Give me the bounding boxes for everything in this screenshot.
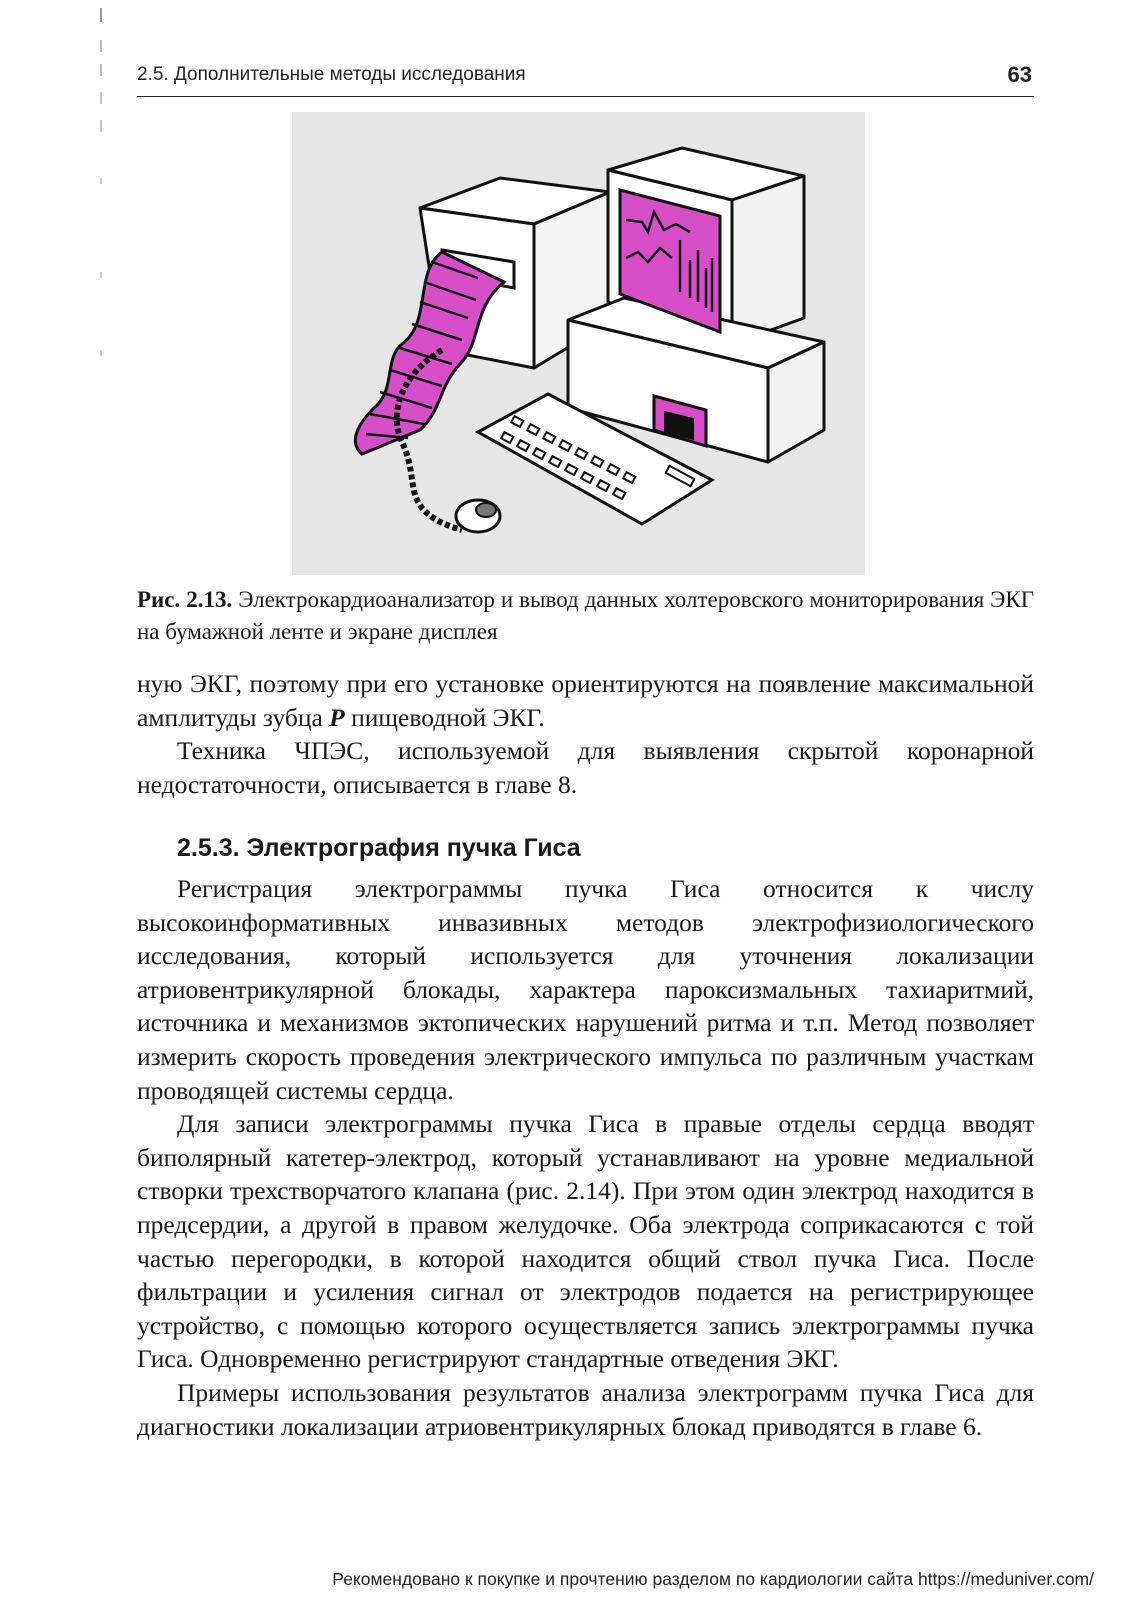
footer-recommendation: Рекомендовано к покупке и прочтению разделом по кардиологии сайта https://meduniver.com/ — [332, 1569, 1094, 1589]
figure-label: Рис. 2.13. — [137, 587, 233, 612]
text-block-top — [137, 667, 1034, 801]
paragraph-continuation-text-b: пищеводной ЭКГ. — [344, 702, 545, 732]
paragraph-continuation-text-a: ную ЭКГ, поэтому при его установке ориентируются на появление максимальной амплитуды зубца — [137, 669, 1034, 732]
section-paragraph-1: Регистрация электрограммы пучка Гиса относится к числу высокоинформативных инвазивных методов электрофизиологического исследования, который используется для уточнения локализации атриовентрикулярной блокады, характера пароксизмальных тахиаритмий, источника и механизмов эктопических нарушений ритма и т.п. Метод позволяет измерить скорость проведения электрического импульса по различным участкам проводящей системы сердца. — [137, 874, 1034, 1105]
running-header-title: 2.5. Дополнительные методы исследования — [137, 64, 526, 85]
ecg-analyzer-drawing — [292, 112, 865, 575]
figure-ecg-analyzer-illustration — [292, 112, 865, 575]
figure-caption-text: Электрокардиоанализатор и вывод данных холтеровского мониторирования ЭКГ на бумажной ленте и экране дисплея — [137, 587, 1035, 644]
running-header — [137, 62, 1034, 97]
figure-caption — [137, 584, 1034, 648]
margin-scan-marks — [96, 0, 106, 400]
text-block-section — [137, 872, 1034, 1443]
section-paragraph-2: Для записи электрограммы пучка Гиса в правые отделы сердца вводят биполярный катетер-электрод, который устанавливают на уровне медиальной створки трехстворчатого клапана (рис. 2.14). При этом один электрод находится в предсердии, а другой в правом желудочке. Оба электрода соприкасаются с той частью перегородки, в которой находится общий ствол пучка Гиса. После фильтрации и усиления сигнал от электродов подается на регистрирующее устройство, с помощью которого осуществляется запись электрограммы пучка Гиса. Одновременно регистрируют стандартные отведения ЭКГ. — [137, 1109, 1034, 1374]
paragraph-continuation — [137, 667, 1034, 734]
section-heading: 2.5.3. Электрография пучка Гиса — [177, 834, 581, 862]
section-paragraph-3: Примеры использования результатов анализа электрограмм пучка Гиса для диагностики локализации атриовентрикулярных блокад приводятся в главе 6. — [137, 1377, 1034, 1441]
monitor-side — [732, 176, 804, 344]
page-number: 63 — [1007, 62, 1032, 87]
wave-p-symbol: P — [329, 702, 345, 732]
paragraph-chpes: Техника ЧПЭС, используемой для выявления скрытой коронарной недостаточности, описывается в главе 8. — [137, 736, 1034, 799]
